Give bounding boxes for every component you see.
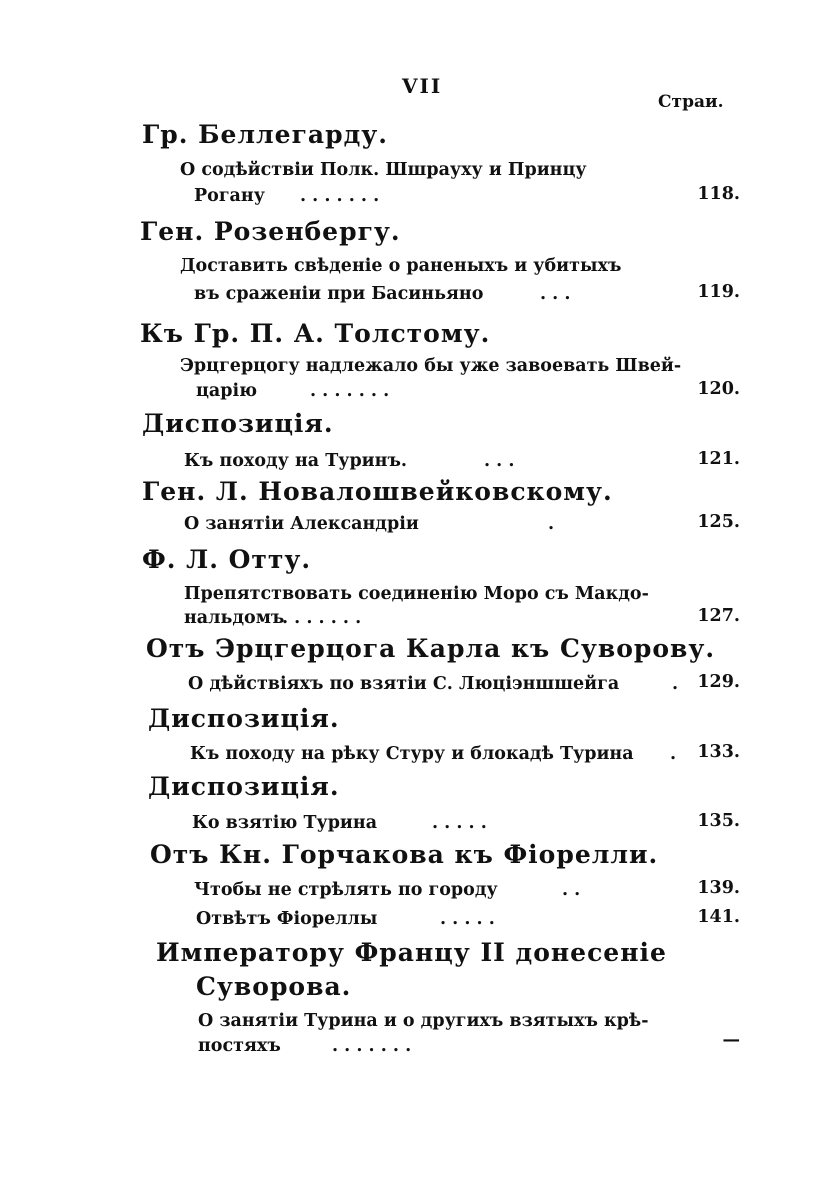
page-number: VII — [402, 74, 443, 98]
entry-heading: Отъ Кн. Горчакова къ Фіорелли. — [150, 840, 659, 869]
leader-dots: . . . — [540, 284, 571, 304]
page-ref: 133. — [697, 742, 740, 762]
page-ref: 139. — [697, 878, 740, 898]
entry-heading: Ген. Л. Новалошвейковскому. — [142, 477, 613, 506]
entry-line: Къ походу на рѣку Стуру и блокадѣ Турина — [190, 744, 634, 764]
entry-line: Отвѣтъ Фіореллы — [196, 909, 378, 929]
leader-dots: . . — [562, 880, 581, 900]
entry-line: О дѣйствіяхъ по взятіи С. Люціэншшейга — [188, 674, 620, 694]
leader-dots: . . . . . . . — [282, 608, 362, 628]
leader-dots: . . . . . — [432, 813, 487, 833]
page-ref: 120. — [697, 379, 740, 399]
entry-heading: Диспозиція. — [148, 772, 340, 801]
leader-dots: . . . . . . . — [310, 381, 390, 401]
page-ref: 129. — [697, 672, 740, 692]
leader-dots: . — [672, 674, 679, 694]
entry-line: О занятіи Александріи — [184, 514, 419, 534]
entry-line: Рогану — [194, 186, 265, 206]
entry-heading: Диспозиція. — [148, 704, 340, 733]
entry-line: Препятствовать соединенію Моро съ Макдо- — [184, 584, 649, 604]
entry-heading: Къ Гр. П. А. Толстому. — [140, 319, 491, 348]
page-ref: 125. — [697, 512, 740, 532]
page-ref: 118. — [697, 184, 740, 204]
entry-line: Эрцгерцогу надлежало бы уже завоевать Швей- — [180, 356, 682, 376]
entry-line: Чтобы не стрѣлять по городу — [194, 880, 498, 900]
entry-heading-continued: Суворова. — [196, 972, 352, 1001]
entry-line: Къ походу на Туринъ. — [184, 451, 407, 471]
leader-dots: . . . . . — [440, 909, 495, 929]
column-header: Страи. — [658, 92, 724, 112]
entry-line: царію — [196, 381, 258, 401]
entry-heading: Диспозиція. — [142, 409, 334, 438]
entry-heading: Отъ Эрцгерцога Карла къ Суворову. — [146, 634, 716, 663]
entry-heading: Ф. Л. Отту. — [142, 545, 312, 574]
leader-dots: . — [670, 744, 677, 764]
entry-heading: Ген. Розенбергу. — [140, 217, 401, 246]
page-ref: 119. — [697, 282, 740, 302]
page-ref: — — [722, 1030, 740, 1050]
entry-line: О содѣйствіи Полк. Шшрауху и Принцу — [180, 160, 587, 180]
entry-heading: Гр. Беллегарду. — [142, 120, 388, 149]
page-ref: 141. — [697, 907, 740, 927]
leader-dots: . — [548, 514, 555, 534]
page-ref: 135. — [697, 811, 740, 831]
page-ref: 121. — [697, 449, 740, 469]
leader-dots: . . . . . . . — [300, 186, 380, 206]
page-ref: 127. — [697, 606, 740, 626]
leader-dots: . . . — [484, 451, 515, 471]
entry-line: постяхъ — [198, 1036, 281, 1056]
entry-line: О занятіи Турина и о другихъ взятыхъ крѣ- — [198, 1011, 649, 1031]
entry-line: Доставить свѣденіе о раненыхъ и убитыхъ — [180, 256, 622, 276]
entry-heading: Императору Францу II донесеніе — [156, 938, 667, 967]
entry-line: нальдомъ — [184, 608, 285, 628]
entry-line: въ сраженіи при Басиньяно — [194, 284, 484, 304]
entry-line: Ко взятію Турина — [192, 813, 378, 833]
leader-dots: . . . . . . . — [332, 1036, 412, 1056]
